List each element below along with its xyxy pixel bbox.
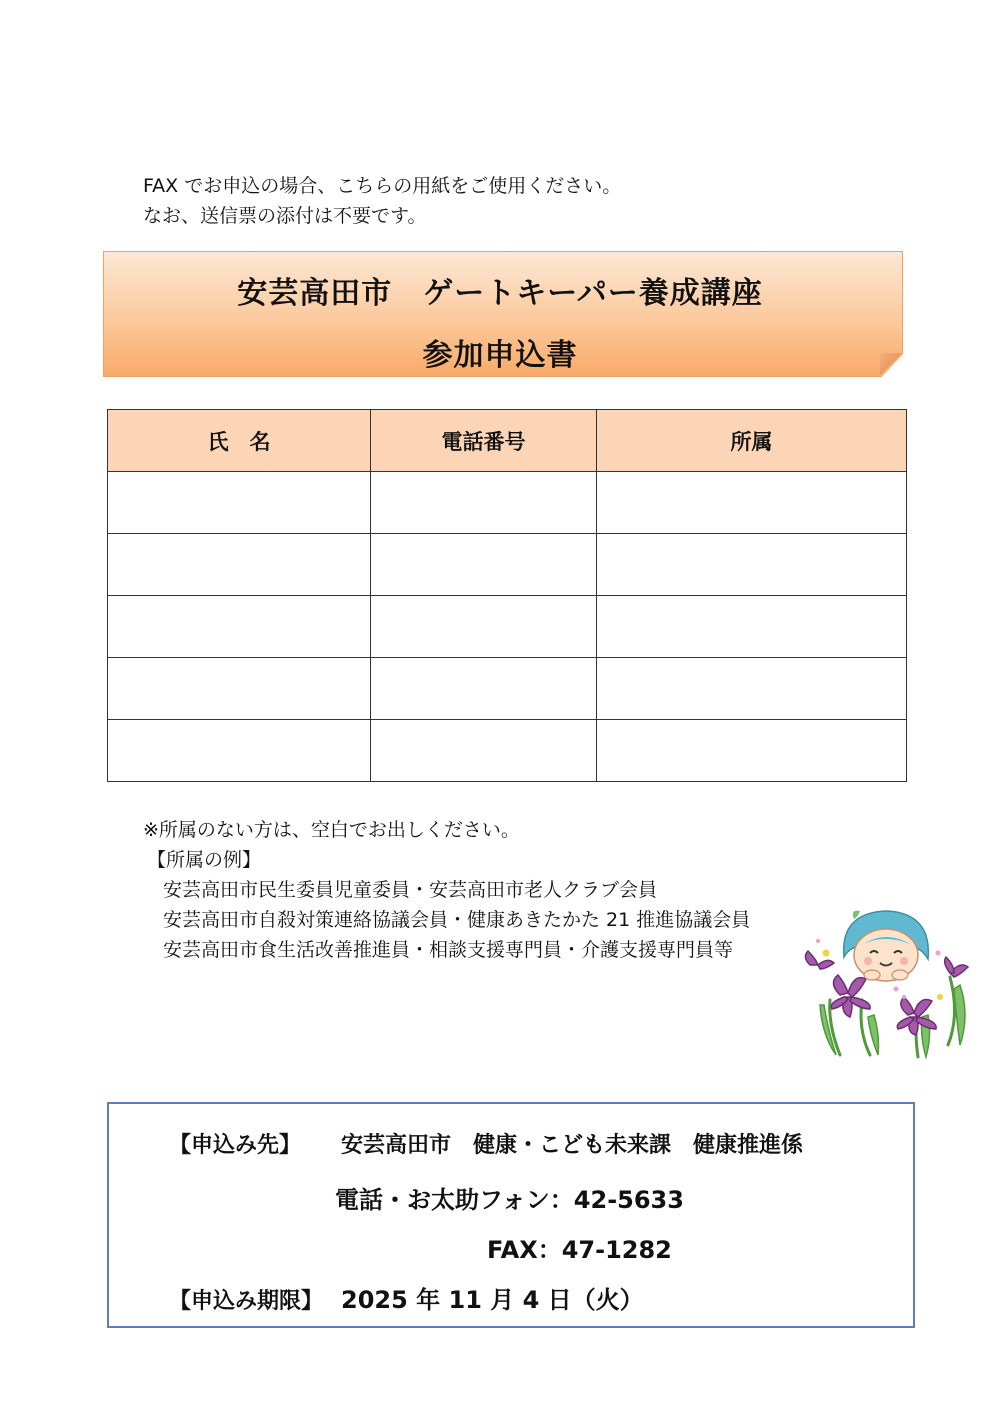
destination-label: 【申込み先】 [169, 1133, 302, 1158]
example-item: 安芸高田市食生活改善推進員・相談支援専門員・介護支援専門員等 [163, 939, 734, 961]
name-cell[interactable] [108, 472, 371, 534]
contact-deadline [169, 1280, 644, 1315]
example-item: 安芸高田市自殺対策連絡協議会員・健康あきたかた 21 推進協議会員 [163, 909, 751, 931]
table-header-row [108, 410, 907, 472]
deadline-value: 2025 年 11 月 4 日（火） [341, 1286, 644, 1314]
examples-title: 【所属の例】 [147, 849, 262, 871]
name-cell[interactable] [108, 596, 371, 658]
name-cell[interactable] [108, 720, 371, 782]
contact-phone: 電話・お太助フォン：42-5633 [335, 1186, 684, 1214]
name-cell[interactable] [108, 658, 371, 720]
affiliation-notes [143, 815, 750, 965]
affiliation-cell[interactable] [597, 596, 907, 658]
affiliation-cell[interactable] [597, 658, 907, 720]
phone-cell[interactable] [371, 534, 597, 596]
application-table [107, 409, 907, 782]
table-row [108, 472, 907, 534]
page-title: 安芸高田市 ゲートキーパー養成講座 [237, 276, 763, 311]
example-item: 安芸高田市民生委員児童委員・安芸高田市老人クラブ会員 [163, 879, 658, 901]
table-row [108, 534, 907, 596]
destination-value: 安芸高田市 健康・こども未来課 健康推進係 [341, 1133, 804, 1158]
phone-cell[interactable] [371, 658, 597, 720]
blank-affiliation-note: ※所属のない方は、空白でお出しください。 [143, 819, 520, 841]
mascot-illustration [800, 905, 975, 1065]
deadline-label: 【申込み期限】 [169, 1289, 324, 1314]
phone-cell[interactable] [371, 472, 597, 534]
contact-fax: FAX：47-1282 [487, 1236, 672, 1264]
name-cell[interactable] [108, 534, 371, 596]
header-affiliation: 所属 [597, 410, 907, 472]
intro-line-1: FAX でお申込の場合、こちらの用紙をご使用ください。 [143, 175, 622, 197]
intro-text [143, 171, 621, 231]
header-phone: 電話番号 [371, 410, 597, 472]
header-name: 氏 名 [108, 410, 371, 472]
contact-destination [169, 1128, 803, 1159]
affiliation-cell[interactable] [597, 720, 907, 782]
table-row [108, 596, 907, 658]
affiliation-cell[interactable] [597, 534, 907, 596]
phone-cell[interactable] [371, 596, 597, 658]
table-row [108, 658, 907, 720]
page-subtitle: 参加申込書 [422, 338, 578, 373]
affiliation-cell[interactable] [597, 472, 907, 534]
table-row [108, 720, 907, 782]
mascot-character-icon [844, 911, 929, 981]
contact-box [107, 1102, 915, 1328]
intro-line-2: なお、送信票の添付は不要です。 [143, 205, 427, 227]
phone-cell[interactable] [371, 720, 597, 782]
